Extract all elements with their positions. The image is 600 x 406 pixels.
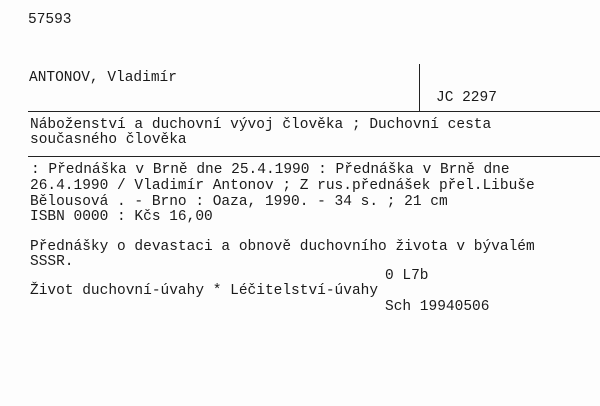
upper-rule (28, 111, 600, 112)
description-line-3: Bělousová . - Brno : Oaza, 1990. - 34 s. ; 21 cm (30, 194, 448, 210)
note-line-2: SSSR. (30, 254, 74, 270)
lower-rule (28, 156, 600, 157)
title-line-2: současného člověka (30, 132, 187, 148)
call-number: JC 2297 (436, 90, 497, 106)
author-heading: ANTONOV, Vladimír (29, 70, 177, 86)
isbn-price: ISBN 0000 : Kčs 16,00 (30, 209, 213, 225)
note-line-1: Přednášky o devastaci a obnově duchovního života v bývalém (30, 239, 535, 255)
classification-code: 0 L7b (385, 268, 429, 284)
description-line-1: : Přednáška v Brně dne 25.4.1990 : Přednáška v Brně dne (31, 162, 510, 178)
subject-headings: Život duchovní-úvahy * Léčitelství-úvahy (30, 283, 379, 299)
description-line-2: 26.4.1990 / Vladimír Antonov ; Z rus.přednášek přel.Libuše (30, 178, 535, 194)
title-line-1: Náboženství a duchovní vývoj člověka ; Duchovní cesta (30, 117, 492, 133)
record-code: Sch 19940506 (385, 299, 490, 315)
call-number-divider (419, 64, 420, 112)
card-number: 57593 (28, 12, 72, 28)
